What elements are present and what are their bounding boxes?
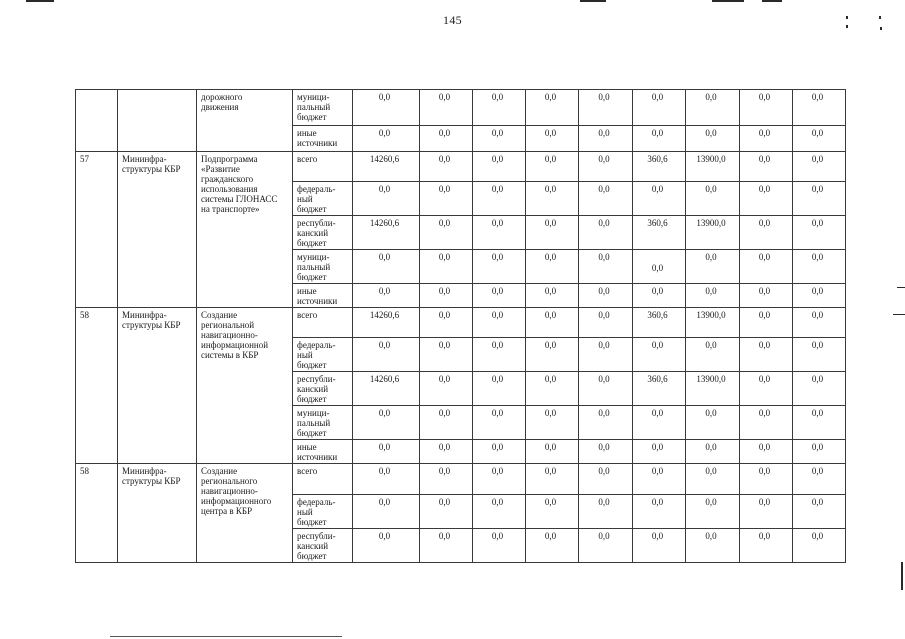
value-cell: 0,0 — [579, 529, 633, 563]
measure-name-cell: Создание региональной навигационно- информационной системы в КБР — [197, 308, 293, 464]
table-row — [76, 308, 846, 338]
value-cell: 0,0 — [740, 308, 793, 338]
measure-name-cell: дорожного движения — [197, 90, 293, 152]
value-cell: 0,0 — [526, 464, 579, 495]
page-number: 145 — [443, 13, 462, 27]
value-cell: 0,0 — [793, 464, 846, 495]
value-cell: 0,0 — [420, 338, 473, 372]
value-cell: 0,0 — [740, 182, 793, 216]
row-number-cell — [76, 90, 118, 152]
value-cell: 0,0 — [353, 250, 420, 284]
value-cell: 0,0 — [740, 250, 793, 284]
value-cell: 0,0 — [420, 440, 473, 464]
value-cell: 0,0 — [473, 495, 526, 529]
value-cell: 0,0 — [686, 529, 740, 563]
value-cell: 14260,6 — [353, 152, 420, 182]
scan-mark-bottom-line — [110, 636, 342, 637]
value-cell: 0,0 — [526, 152, 579, 182]
value-cell: 0,0 — [420, 216, 473, 250]
value-cell: 0,0 — [473, 90, 526, 126]
value-cell: 14260,6 — [353, 308, 420, 338]
scan-mark-right-dash-2 — [893, 314, 905, 315]
value-cell: 0,0 — [353, 182, 420, 216]
value-cell: 0,0 — [793, 440, 846, 464]
value-cell: 0,0 — [353, 406, 420, 440]
value-cell: 0,0 — [473, 152, 526, 182]
funding-source-cell: иные источники — [293, 284, 353, 308]
value-cell: 0,0 — [579, 90, 633, 126]
scan-mark-right-dot-2 — [846, 25, 848, 28]
value-cell: 0,0 — [420, 250, 473, 284]
value-cell: 0,0 — [633, 440, 686, 464]
value-cell: 0,0 — [526, 182, 579, 216]
value-cell: 0,0 — [740, 216, 793, 250]
value-cell: 0,0 — [353, 464, 420, 495]
value-cell: 0,0 — [420, 152, 473, 182]
scan-mark-right-vertical — [901, 562, 903, 590]
value-cell: 0,0 — [579, 495, 633, 529]
value-cell: 0,0 — [526, 90, 579, 126]
value-cell: 0,0 — [633, 126, 686, 152]
budget-table — [75, 89, 846, 563]
value-cell: 0,0 — [420, 182, 473, 216]
value-cell: 360,6 — [633, 152, 686, 182]
value-cell: 0,0 — [473, 338, 526, 372]
scan-mark-right-dot-1 — [846, 16, 848, 19]
row-number-cell: 58 — [76, 308, 118, 464]
value-cell: 0,0 — [420, 126, 473, 152]
value-cell: 0,0 — [633, 406, 686, 440]
funding-source-cell: федераль- ный бюджет — [293, 182, 353, 216]
value-cell: 0,0 — [793, 529, 846, 563]
scan-mark-top-right-2 — [712, 0, 744, 2]
value-cell: 0,0 — [526, 338, 579, 372]
value-cell: 0,0 — [526, 126, 579, 152]
value-cell: 0,0 — [353, 338, 420, 372]
scan-mark-top-right-3 — [762, 0, 782, 2]
value-cell: 360,6 — [633, 372, 686, 406]
value-cell: 0,0 — [579, 440, 633, 464]
value-cell: 360,6 — [633, 216, 686, 250]
value-cell: 0,0 — [633, 529, 686, 563]
value-cell: 0,0 — [740, 495, 793, 529]
value-cell: 0,0 — [740, 152, 793, 182]
value-cell: 0,0 — [526, 440, 579, 464]
value-cell: 0,0 — [353, 126, 420, 152]
value-cell: 0,0 — [579, 182, 633, 216]
value-cell: 0,0 — [473, 284, 526, 308]
table-row — [76, 464, 846, 495]
value-cell: 13900,0 — [686, 372, 740, 406]
value-cell: 0,0 — [633, 250, 686, 284]
value-cell: 0,0 — [579, 126, 633, 152]
funding-source-cell: республи- канский бюджет — [293, 372, 353, 406]
value-cell: 0,0 — [793, 126, 846, 152]
measure-name-cell: Подпрограмма «Развитие гражданского использования системы ГЛОНАСС на транспорте» — [197, 152, 293, 308]
value-cell: 0,0 — [686, 495, 740, 529]
value-cell: 360,6 — [633, 308, 686, 338]
value-cell: 0,0 — [793, 90, 846, 126]
value-cell: 0,0 — [686, 406, 740, 440]
value-cell: 0,0 — [353, 495, 420, 529]
funding-source-cell: федераль- ный бюджет — [293, 495, 353, 529]
value-cell: 0,0 — [686, 284, 740, 308]
funding-source-cell: всего — [293, 308, 353, 338]
value-cell: 0,0 — [579, 216, 633, 250]
value-cell: 0,0 — [473, 126, 526, 152]
value-cell: 0,0 — [740, 440, 793, 464]
funding-source-cell: иные источники — [293, 440, 353, 464]
value-cell: 13900,0 — [686, 152, 740, 182]
funding-source-cell: всего — [293, 152, 353, 182]
value-cell: 0,0 — [740, 529, 793, 563]
value-cell: 0,0 — [793, 182, 846, 216]
value-cell: 0,0 — [686, 250, 740, 284]
value-cell: 14260,6 — [353, 216, 420, 250]
value-cell: 0,0 — [473, 216, 526, 250]
value-cell: 0,0 — [633, 90, 686, 126]
funding-source-cell: республи- канский бюджет — [293, 216, 353, 250]
value-cell: 0,0 — [473, 464, 526, 495]
funding-source-cell: иные источники — [293, 126, 353, 152]
value-cell: 0,0 — [740, 90, 793, 126]
value-cell: 0,0 — [473, 372, 526, 406]
value-cell: 0,0 — [473, 182, 526, 216]
measure-name-cell: Создание регионального навигационно- информационного центра в КБР — [197, 464, 293, 563]
scan-mark-right-dot-4 — [880, 27, 882, 30]
executor-cell: Мининфра- структуры КБР — [118, 464, 197, 563]
value-cell: 0,0 — [420, 406, 473, 440]
executor-cell — [118, 90, 197, 152]
value-cell: 0,0 — [740, 338, 793, 372]
value-cell: 0,0 — [686, 464, 740, 495]
value-cell: 0,0 — [633, 338, 686, 372]
value-cell: 0,0 — [793, 216, 846, 250]
value-cell: 0,0 — [353, 284, 420, 308]
value-cell: 0,0 — [420, 529, 473, 563]
value-cell: 0,0 — [526, 529, 579, 563]
row-number-cell: 57 — [76, 152, 118, 308]
value-cell: 0,0 — [353, 440, 420, 464]
value-cell: 0,0 — [353, 529, 420, 563]
value-cell: 0,0 — [633, 182, 686, 216]
funding-source-cell: республи- канский бюджет — [293, 529, 353, 563]
value-cell: 0,0 — [353, 90, 420, 126]
value-cell: 0,0 — [793, 308, 846, 338]
value-cell: 13900,0 — [686, 216, 740, 250]
value-cell: 0,0 — [686, 338, 740, 372]
executor-cell: Мининфра- структуры КБР — [118, 152, 197, 308]
value-cell: 0,0 — [420, 464, 473, 495]
scan-mark-top-left — [26, 0, 54, 2]
value-cell: 0,0 — [793, 406, 846, 440]
table-row — [76, 152, 846, 182]
value-cell: 0,0 — [793, 284, 846, 308]
value-cell: 0,0 — [473, 250, 526, 284]
value-cell: 0,0 — [579, 338, 633, 372]
funding-source-cell: федераль- ный бюджет — [293, 338, 353, 372]
value-cell: 0,0 — [579, 250, 633, 284]
funding-source-cell: муници- пальный бюджет — [293, 90, 353, 126]
value-cell: 0,0 — [473, 440, 526, 464]
value-cell: 0,0 — [526, 495, 579, 529]
value-cell: 0,0 — [793, 338, 846, 372]
value-cell: 0,0 — [526, 250, 579, 284]
value-cell: 0,0 — [793, 250, 846, 284]
value-cell: 0,0 — [793, 152, 846, 182]
value-cell: 0,0 — [793, 372, 846, 406]
value-cell: 0,0 — [686, 90, 740, 126]
value-cell: 0,0 — [740, 126, 793, 152]
scan-mark-right-dash-1 — [897, 287, 905, 288]
value-cell: 0,0 — [633, 284, 686, 308]
value-cell: 0,0 — [579, 284, 633, 308]
funding-source-cell: муници- пальный бюджет — [293, 250, 353, 284]
value-cell: 0,0 — [740, 284, 793, 308]
funding-source-cell: всего — [293, 464, 353, 495]
value-cell: 0,0 — [686, 182, 740, 216]
value-cell: 0,0 — [473, 308, 526, 338]
value-cell: 0,0 — [740, 464, 793, 495]
value-cell: 0,0 — [420, 372, 473, 406]
row-number-cell: 58 — [76, 464, 118, 563]
value-cell: 0,0 — [420, 308, 473, 338]
value-cell: 0,0 — [686, 126, 740, 152]
value-cell: 14260,6 — [353, 372, 420, 406]
table-row — [76, 90, 846, 126]
value-cell: 0,0 — [579, 308, 633, 338]
value-cell: 0,0 — [740, 406, 793, 440]
value-cell: 0,0 — [526, 308, 579, 338]
value-cell: 0,0 — [526, 284, 579, 308]
value-cell: 0,0 — [740, 372, 793, 406]
value-cell: 0,0 — [793, 495, 846, 529]
value-cell: 0,0 — [633, 464, 686, 495]
value-cell: 0,0 — [473, 529, 526, 563]
value-cell: 0,0 — [526, 216, 579, 250]
value-cell: 0,0 — [633, 495, 686, 529]
value-cell: 0,0 — [686, 440, 740, 464]
value-cell: 0,0 — [579, 464, 633, 495]
value-cell: 0,0 — [579, 372, 633, 406]
value-cell: 0,0 — [420, 495, 473, 529]
scan-mark-top-right-1 — [580, 0, 606, 2]
value-cell: 0,0 — [473, 406, 526, 440]
value-cell: 0,0 — [420, 284, 473, 308]
value-cell: 0,0 — [420, 90, 473, 126]
executor-cell: Мининфра- структуры КБР — [118, 308, 197, 464]
value-cell: 0,0 — [579, 152, 633, 182]
funding-source-cell: муници- пальный бюджет — [293, 406, 353, 440]
value-cell: 0,0 — [526, 406, 579, 440]
value-cell: 0,0 — [526, 372, 579, 406]
scan-mark-right-dot-3 — [879, 16, 881, 19]
value-cell: 13900,0 — [686, 308, 740, 338]
value-cell: 0,0 — [579, 406, 633, 440]
